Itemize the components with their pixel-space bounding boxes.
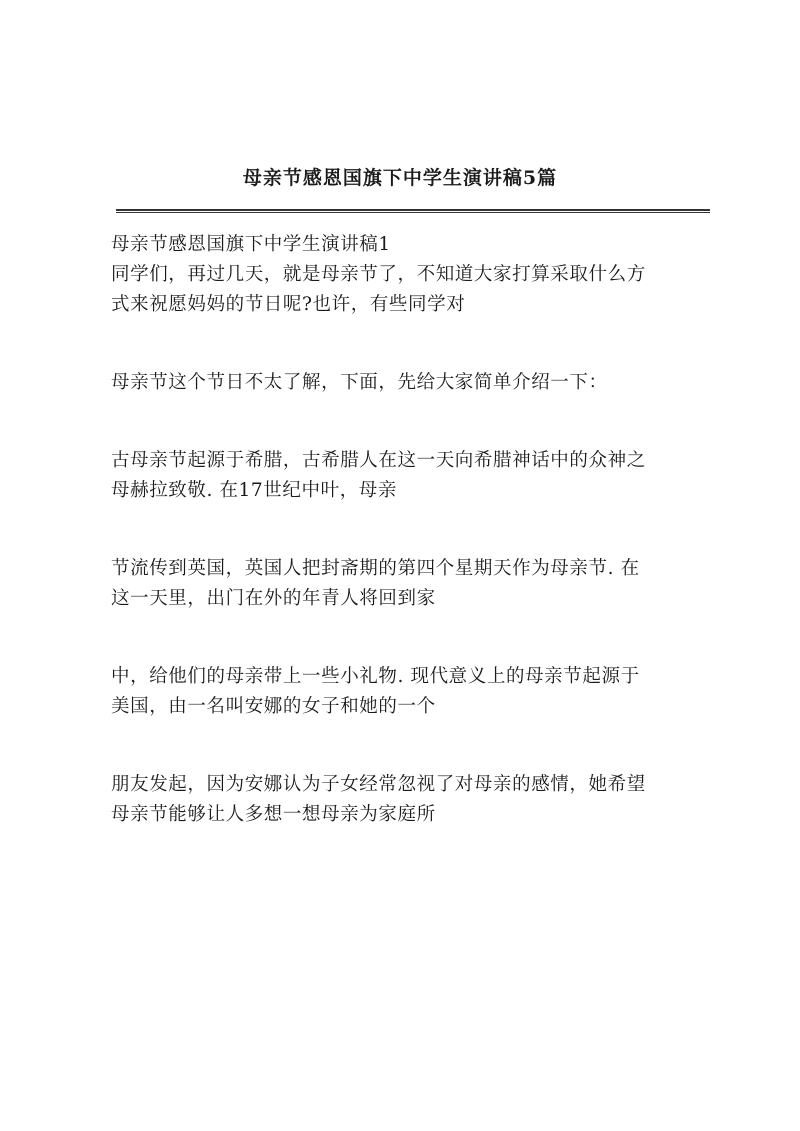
title-divider xyxy=(116,209,710,213)
paragraph-line: 母亲节这个节日不太了解，下面，先给大家简单介绍一下： xyxy=(111,372,608,393)
paragraph-line: 朋友发起，因为安娜认为子女经常忽视了对母亲的感情，她希望 xyxy=(111,774,646,795)
section-heading: 母亲节感恩国旗下中学生演讲稿1 xyxy=(111,234,391,255)
paragraph-6 xyxy=(111,770,716,830)
paragraph-line: 母赫拉致敬. 在17世纪中叶，母亲 xyxy=(111,480,398,501)
paragraph-gap xyxy=(111,614,716,662)
paragraph-line: 同学们，再过几天，就是母亲节了，不知道大家打算采取什么方 xyxy=(111,264,646,285)
paragraph-line: 古母亲节起源于希腊，古希腊人在这一天向希腊神话中的众神之 xyxy=(111,450,646,471)
paragraph-5 xyxy=(111,662,716,722)
paragraph-line: 母亲节能够让人多想一想母亲为家庭所 xyxy=(111,804,436,825)
paragraph-gap xyxy=(111,398,716,446)
paragraph-gap xyxy=(111,320,716,368)
paragraph-line: 中，给他们的母亲带上一些小礼物. 现代意义上的母亲节起源于 xyxy=(111,666,640,687)
paragraph-line: 这一天里，出门在外的年青人将回到家 xyxy=(111,588,436,609)
paragraph-1 xyxy=(111,260,716,320)
paragraph-line: 式来祝愿妈妈的节日呢?也许，有些同学对 xyxy=(111,294,466,315)
paragraph-4 xyxy=(111,554,716,614)
paragraph-line: 节流传到英国，英国人把封斋期的第四个星期天作为母亲节. 在 xyxy=(111,558,640,579)
paragraph-gap xyxy=(111,722,716,770)
paragraph-gap xyxy=(111,506,716,554)
paragraph-3 xyxy=(111,446,716,506)
document-body xyxy=(111,230,716,830)
paragraph-2 xyxy=(111,368,716,398)
paragraph-line: 美国，由一名叫安娜的女子和她的一个 xyxy=(111,696,436,717)
document-title: 母亲节感恩国旗下中学生演讲稿5篇 xyxy=(242,167,558,189)
